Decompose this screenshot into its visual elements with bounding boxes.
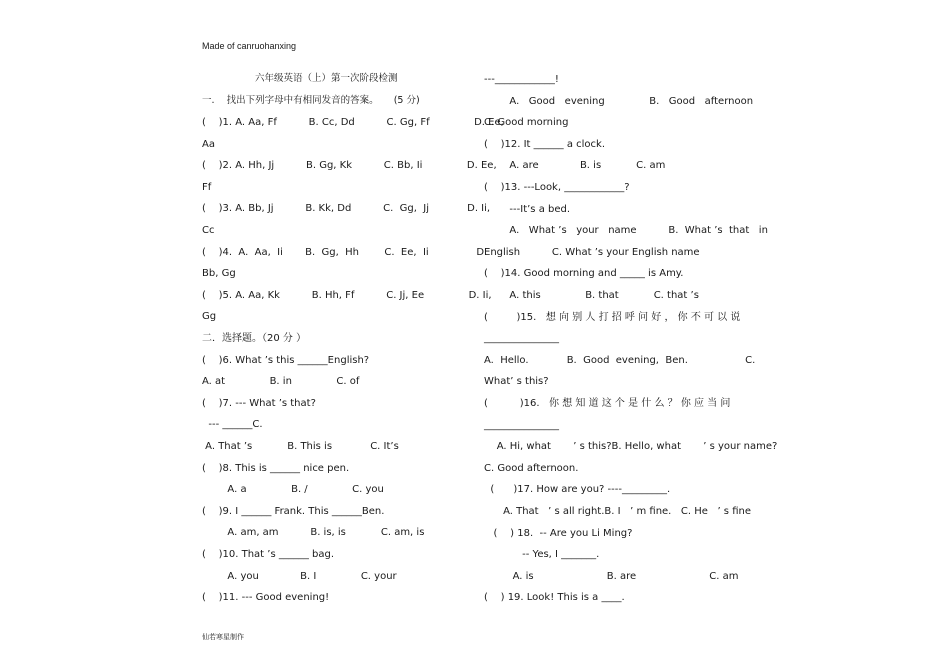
question-line: ---____________! [484,74,559,85]
question-line: Ff [202,181,212,193]
footer-note: 仙若寒星制作 [202,633,244,641]
question-line: Cc [202,225,215,236]
question-line: A. Hi, what ’ s this?B. Hello, what ’ s your name? [484,441,778,453]
question-line: A. Hello. B. Good evening, Ben. C. [484,354,756,366]
question-line: ( )15. 想 向 别 人 打 招 呼 问 好 ， 你 不 可 以 说 [484,311,741,323]
question-line: A. What ’s your name B. What ’s that in [484,225,768,237]
question-line: Aa [202,138,215,150]
question-line: C. Good morning [484,117,569,129]
question-line: ( )7. --- What ’s that? [202,397,316,409]
question-line: ( )10. That ’s ______ bag. [202,549,335,560]
question-line: English C. What ’s your English name [484,246,700,258]
question-line: A. a B. / C. you [202,484,384,496]
question-line: ( )13. ---Look, ____________? [484,182,630,193]
question-line: ( )5. A. Aa, Kk B. Hh, Ff C. Jj, Ee D. Ii, [202,289,492,301]
watermark: Made of canruohanxing [202,41,297,51]
question-line: A. am, am B. is, is C. am, is [202,527,425,539]
question-line: Bb, Gg [202,268,236,280]
question-line: 二．选择题。（20 分 ） [202,333,307,344]
question-line: C. Good afternoon. [484,462,579,474]
question-line: A. Good evening B. Good afternoon [484,95,754,107]
question-line: _______________ [484,333,559,345]
question-line: ( )1. A. Aa, Ff B. Cc, Dd C. Gg, Ff D. Ee, [202,117,504,128]
question-line: What’ s this? [484,376,549,388]
question-line: ( )12. It ______ a clock. [484,138,605,150]
section1-heading: 一. 找出下列字母中有相同发音的答案。 (5 分) [202,95,420,106]
question-line: ( )2. A. Hh, Jj B. Gg, Kk C. Bb, Ii D. Ee, [202,160,497,172]
question-line: ( )6. What ’s this ______English? [202,354,370,366]
question-line: ( )14. Good morning and _____ is Amy. [484,268,684,280]
question-line: ( ) 18. -- Are you Li Ming? [484,527,633,539]
question-line: A. are B. is C. am [484,160,666,172]
question-line: ( )17. How are you? ----_________. [484,484,671,496]
question-line: Gg [202,311,217,323]
question-line: A. this B. that C. that ’s [484,290,699,301]
question-line: ( )3. A. Bb, Jj B. Kk, Dd C. Gg, Jj D. Ii, [202,203,491,215]
question-line: ( ) 19. Look! This is a ____. [484,592,625,604]
question-line: ( )8. This is ______ nice pen. [202,462,350,474]
question-line: -- Yes, I _______. [484,549,600,561]
question-line: A. at B. in C. of [202,376,360,388]
page-title: 六年级英语（上）第一次阶段检测 [255,73,398,84]
question-line: A. That ’ s all right.B. I ’ m fine. C. He ’ s fine [484,506,751,517]
question-line: _______________ [484,419,559,431]
question-line: A. you B. I C. your [202,570,397,582]
question-line: A. is B. are C. am [484,570,739,582]
question-line: A. That ’s B. This is C. It’s [202,441,399,452]
question-line: --- ______C. [202,419,263,431]
question-line: ( )11. --- Good evening! [202,592,330,604]
question-line: ( )9. I ______ Frank. This ______Ben. [202,505,385,517]
question-line: ( )16. 你 想 知 道 这 个 是 什 么 ？ 你 应 当 问 [484,398,731,409]
question-line: ---It’s a bed. [484,203,571,215]
question-line: ( )4. A. Aa, Ii B. Gg, Hh C. Ee, Ii D. [202,246,488,258]
